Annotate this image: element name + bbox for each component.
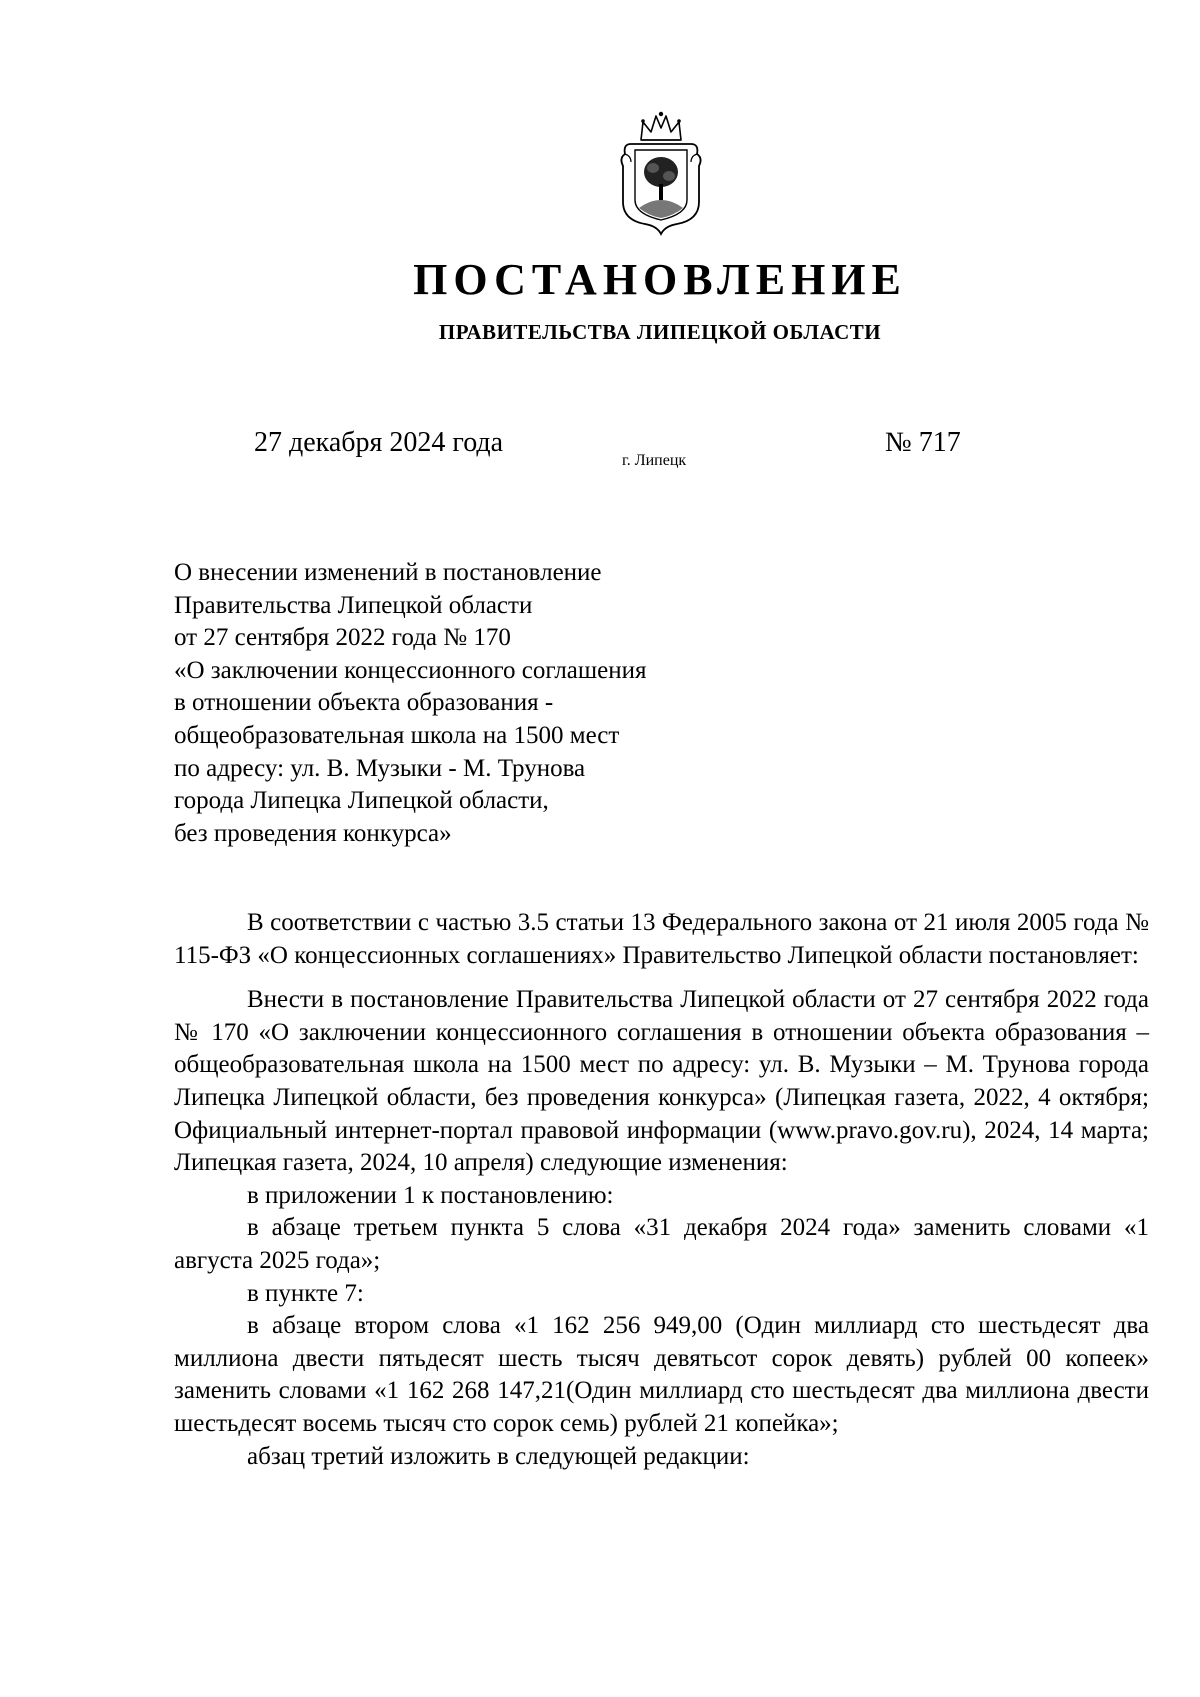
subject-line: в отношении объекта образования - [174,689,554,717]
subject-line: без проведения конкурса» [174,819,452,847]
body-paragraph: абзац третий изложить в следующей редакции: [247,1442,750,1470]
body-paragraph: в абзаце втором слова «1 162 256 949,00 (Один миллиард сто шестьдесят два миллиона двести пятьдесят шесть тысяч девятьсот сорок девять) рублей 00 копеек» заменить словами «1 162 268 147,21(Один миллиард сто шестьдесят два миллиона двести шестьдесят восемь тысяч сто сорок семь) рублей 21 копейка»; [174,1312,1149,1437]
subject-line: Правительства Липецкой области [174,591,533,619]
subject-line: по адресу: ул. В. Музыки - М. Трунова [174,754,586,782]
document-subject [174,557,794,850]
body-paragraph: в абзаце третьем пункта 5 слова «31 декабря 2024 года» заменить словами «1 августа 2025 года»; [174,1214,1149,1274]
document-number: № 717 [885,427,961,458]
body-paragraph: Внести в постановление Правительства Липецкой области от 27 сентября 2022 года № 170 «О заключении концессионного соглашения в отношении объекта образования – общеобразовательная школа на 1500 мест по адресу: ул. В. Музыки – М. Трунова города Липецка Липецкой области, без проведения конкурса» (Липецкая газета, 2022, 4 октября; Официальный интернет-портал правовой информации (www.pravo.gov.ru), 2024, 14 марта; Липецкая газета, 2024, 10 апреля) следующие изменения: [174,986,1149,1177]
subject-line: «О заключении концессионного соглашения [174,656,647,684]
subject-line: города Липецка Липецкой области, [174,787,549,815]
subject-line: общеобразовательная школа на 1500 мест [174,721,620,749]
document-subtitle: ПРАВИТЕЛЬСТВА ЛИПЕЦКОЙ ОБЛАСТИ [438,320,882,344]
subject-line: О внесении изменений в постановление [174,559,602,586]
body-paragraph: В соответствии с частью 3.5 статьи 13 Федерального закона от 21 июля 2005 года № 115-ФЗ «О концессионных соглашениях» Правительство Липецкой области постановляет: [174,909,1149,969]
document-body [174,907,1149,1473]
coat-of-arms-icon [613,110,709,240]
subject-line: от 27 сентября 2022 года № 170 [174,624,511,652]
document-city: г. Липецк [622,452,687,469]
body-paragraph: в приложении 1 к постановлению: [247,1181,614,1209]
document-date: 27 декабря 2024 года [254,427,504,458]
document-title: ПОСТАНОВЛЕНИЕ [413,255,907,304]
body-paragraph: в пункте 7: [247,1279,364,1307]
